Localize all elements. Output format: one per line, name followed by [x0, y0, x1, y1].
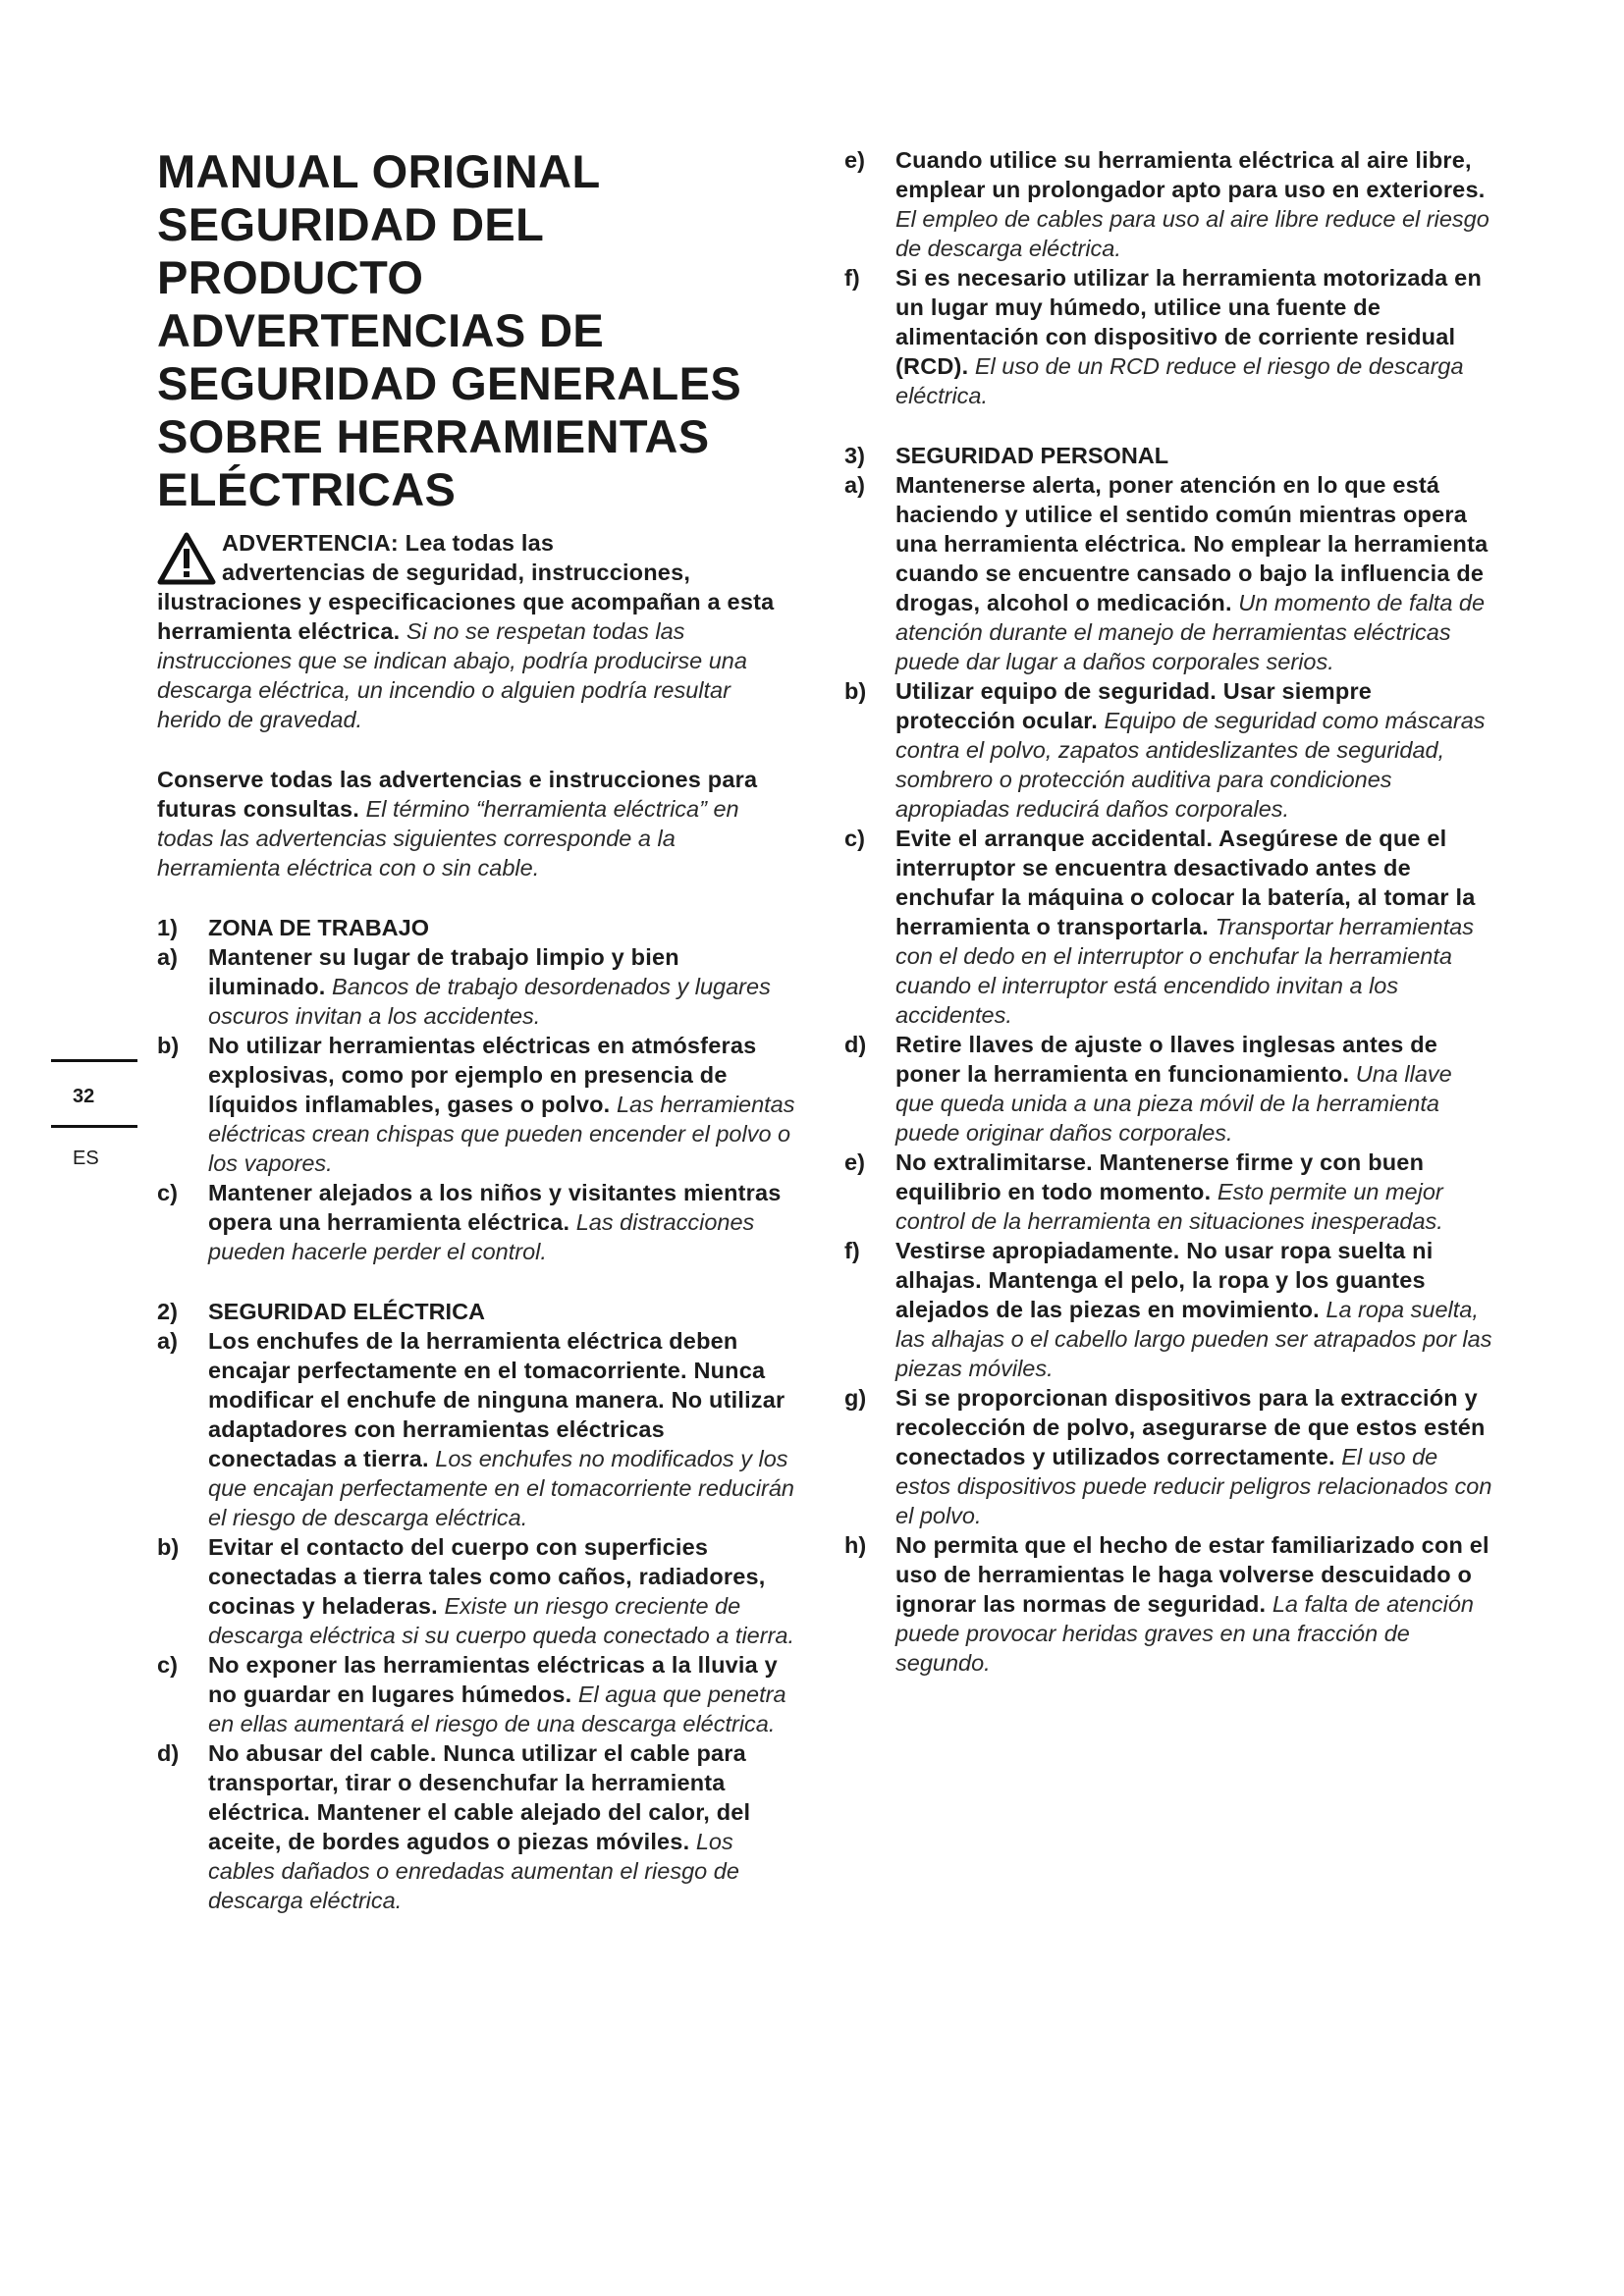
item-italic: El uso de estos dispositivos puede reducir peligros relacionados con el polvo. — [895, 1444, 1492, 1528]
list-item — [844, 1383, 1492, 1530]
item-italic: Un momento de falta de atención durante el manejo de herramientas eléctricas puede dar lugar a daños corporales serios. — [895, 590, 1486, 674]
item-italic: Existe un riesgo creciente de descarga eléctrica si su cuerpo queda conectado a tierra. — [208, 1593, 794, 1648]
item-italic: Transportar herramientas con el dedo en el interruptor o enchufar la herramienta cuando el interruptor está encendido invitan a los accidentes. — [895, 914, 1474, 1028]
item-letter: b) — [157, 1033, 180, 1058]
general-warning — [157, 528, 795, 734]
title-line: ELÉCTRICAS — [157, 463, 457, 515]
item-letter: b) — [844, 678, 867, 704]
section-number: 1) — [157, 915, 178, 940]
section-title: SEGURIDAD PERSONAL — [895, 443, 1169, 468]
list-item — [157, 1326, 795, 1532]
item-bold: Mantener alejados a los niños y visitantes mientras opera una herramienta eléctrica. — [208, 1180, 782, 1235]
item-bold: No utilizar herramientas eléctricas en atmósferas explosivas, como por ejemplo en presencia de líquidos inflamables, gases o polvo. — [208, 1033, 757, 1117]
keep-italic: El término “herramienta eléctrica” en todas las advertencias siguientes corresponde a la herramienta eléctrica con o sin cable. — [157, 796, 739, 881]
left-column — [157, 145, 795, 1915]
list-item — [157, 1738, 795, 1915]
language-code: ES — [73, 1148, 99, 1169]
item-italic: El agua que penetra en ellas aumentará el riesgo de una descarga eléctrica. — [208, 1682, 786, 1736]
list-item — [157, 1650, 795, 1738]
item-letter: c) — [844, 826, 865, 851]
item-bold: Evitar el contacto del cuerpo con superficies conectadas a tierra tales como caños, radiadores, cocinas y heladeras. — [208, 1534, 766, 1619]
item-italic: Las herramientas eléctricas crean chispas que pueden encender el polvo o los vapores. — [208, 1092, 795, 1176]
list-item — [844, 263, 1492, 410]
list-item — [157, 1031, 795, 1178]
page-number: 32 — [73, 1086, 95, 1107]
right-column — [844, 145, 1492, 1678]
keep-instructions — [157, 765, 795, 882]
item-letter: c) — [157, 1652, 178, 1678]
item-italic: Los cables dañados o enredadas aumentan el riesgo de descarga eléctrica. — [208, 1829, 739, 1913]
warning-italic: Si no se respetan todas las instrucciones que se indican abajo, podría producirse una descarga eléctrica, un incendio o alguien podría resultar herido de gravedad. — [157, 618, 747, 732]
item-bold: No extralimitarse. Mantenerse firme y con buen equilibrio en todo momento. — [895, 1149, 1425, 1204]
item-bold: Si se proporcionan dispositivos para la extracción y recolección de polvo, asegurarse de que estos estén conectados y utilizados correctamente. — [895, 1385, 1486, 1469]
item-bold: Los enchufes de la herramienta eléctrica deben encajar perfectamente en el tomacorriente. Nunca modificar el enchufe de ninguna manera. No utilizar adaptadores con herramientas eléctricas conectadas a tierra. — [208, 1328, 785, 1471]
keep-bold: Conserve todas las advertencias e instrucciones para futuras consultas. — [157, 767, 758, 822]
item-letter: e) — [844, 1149, 865, 1175]
section-title: ZONA DE TRABAJO — [208, 915, 429, 940]
item-italic: Bancos de trabajo desordenados y lugares oscuros invitan a los accidentes. — [208, 974, 771, 1029]
item-italic: Los enchufes no modificados y los que encajan perfectamente en el tomacorriente reducirán el riesgo de descarga eléctrica. — [208, 1446, 795, 1530]
warning-bold-rest: ilustraciones y especificaciones que acompañan a esta herramienta eléctrica. — [157, 589, 775, 644]
list-item — [844, 470, 1492, 676]
item-letter: a) — [157, 944, 178, 970]
list-item — [844, 1530, 1492, 1678]
item-bold: Mantener su lugar de trabajo limpio y bien iluminado. — [208, 944, 679, 999]
item-bold: No abusar del cable. Nunca utilizar el cable para transportar, tirar o desenchufar la herramienta eléctrica. Mantener el cable alejado del calor, del aceite, de bordes agudos o piezas móviles. — [208, 1740, 751, 1854]
item-letter: g) — [844, 1385, 867, 1411]
item-bold: No exponer las herramientas eléctricas a la lluvia y no guardar en lugares húmedos. — [208, 1652, 778, 1707]
item-letter: a) — [844, 472, 865, 498]
item-italic: La falta de atención puede provocar heridas graves en una fracción de segundo. — [895, 1591, 1474, 1676]
item-letter: e) — [844, 147, 865, 173]
section-number: 3) — [844, 443, 865, 468]
page-marker — [51, 1059, 137, 1170]
item-letter: b) — [157, 1534, 180, 1560]
item-italic: Equipo de seguridad como máscaras contra el polvo, zapatos antideslizantes de seguridad, sombrero o protección auditiva para condiciones apropiadas reducirá daños corporales. — [895, 708, 1486, 822]
page-title — [157, 145, 795, 516]
section-heading — [844, 441, 1492, 470]
item-italic: Una llave que queda unida a una pieza móvil de la herramienta puede originar daños corporales. — [895, 1061, 1452, 1146]
item-letter: d) — [157, 1740, 180, 1766]
list-item — [844, 676, 1492, 824]
item-letter: f) — [844, 1238, 860, 1263]
item-letter: a) — [157, 1328, 178, 1354]
item-bold: Cuando utilice su herramienta eléctrica al aire libre, emplear un prolongador apto para uso en exteriores. — [895, 147, 1486, 202]
item-bold: Si es necesario utilizar la herramienta motorizada en un lugar muy húmedo, utilice una fuente de alimentación con dispositivo de corriente residual (RCD). — [895, 265, 1483, 379]
warning-bold-first: ADVERTENCIA: Lea todas las — [222, 530, 555, 556]
item-letter: f) — [844, 265, 860, 291]
list-item — [157, 942, 795, 1031]
item-letter: c) — [157, 1180, 178, 1205]
title-line: PRODUCTO — [157, 251, 424, 303]
item-letter: d) — [844, 1032, 867, 1057]
section-heading — [157, 913, 795, 942]
title-line: SEGURIDAD GENERALES — [157, 357, 742, 409]
section-title: SEGURIDAD ELÉCTRICA — [208, 1299, 486, 1324]
title-line: ADVERTENCIAS DE — [157, 304, 605, 356]
item-bold: Utilizar equipo de seguridad. Usar siempre protección ocular. — [895, 678, 1373, 733]
title-line: MANUAL ORIGINAL — [157, 145, 601, 197]
list-item — [844, 1030, 1492, 1148]
item-italic: El uso de un RCD reduce el riesgo de descarga eléctrica. — [895, 353, 1464, 408]
warning-rest — [157, 587, 795, 734]
section-heading — [157, 1297, 795, 1326]
list-item — [844, 1148, 1492, 1236]
item-letter: h) — [844, 1532, 867, 1558]
item-italic: Esto permite un mejor control de la herramienta en situaciones inesperadas. — [895, 1179, 1443, 1234]
list-item — [844, 1236, 1492, 1383]
item-bold: No permita que el hecho de estar familiarizado con el uso de herramientas le haga volverse descuidado o ignorar las normas de seguridad. — [895, 1532, 1489, 1617]
list-item — [157, 1178, 795, 1266]
section-number: 2) — [157, 1299, 178, 1324]
item-italic: El empleo de cables para uso al aire libre reduce el riesgo de descarga eléctrica. — [895, 206, 1489, 261]
warning-triangle-icon — [157, 532, 216, 585]
warning-bold-second: advertencias de seguridad, instrucciones, — [222, 560, 691, 585]
list-item — [844, 145, 1492, 263]
item-italic: La ropa suelta, las alhajas o el cabello largo pueden ser atrapados por las piezas móviles. — [895, 1297, 1492, 1381]
title-line: SEGURIDAD DEL — [157, 198, 545, 250]
item-bold: Vestirse apropiadamente. No usar ropa suelta ni alhajas. Mantenga el pelo, la ropa y los guantes alejados de las piezas en movimiento. — [895, 1238, 1434, 1322]
item-bold: Mantenerse alerta, poner atención en lo que está haciendo y utilice el sentido común mientras opera una herramienta eléctrica. No emplear la herramienta cuando se encuentre cansado o bajo la influencia de drogas, alcohol o medicación. — [895, 472, 1489, 615]
list-item — [844, 824, 1492, 1030]
list-item — [157, 1532, 795, 1650]
item-italic: Las distracciones pueden hacerle perder el control. — [208, 1209, 755, 1264]
title-line: SOBRE HERRAMIENTAS — [157, 410, 710, 462]
item-bold: Evite el arranque accidental. Asegúrese de que el interruptor se encuentra desactivado antes de enchufar la máquina o colocar la batería, al tomar la herramienta o transportarla. — [895, 826, 1476, 939]
item-bold: Retire llaves de ajuste o llaves inglesas antes de poner la herramienta en funcionamiento. — [895, 1032, 1438, 1087]
